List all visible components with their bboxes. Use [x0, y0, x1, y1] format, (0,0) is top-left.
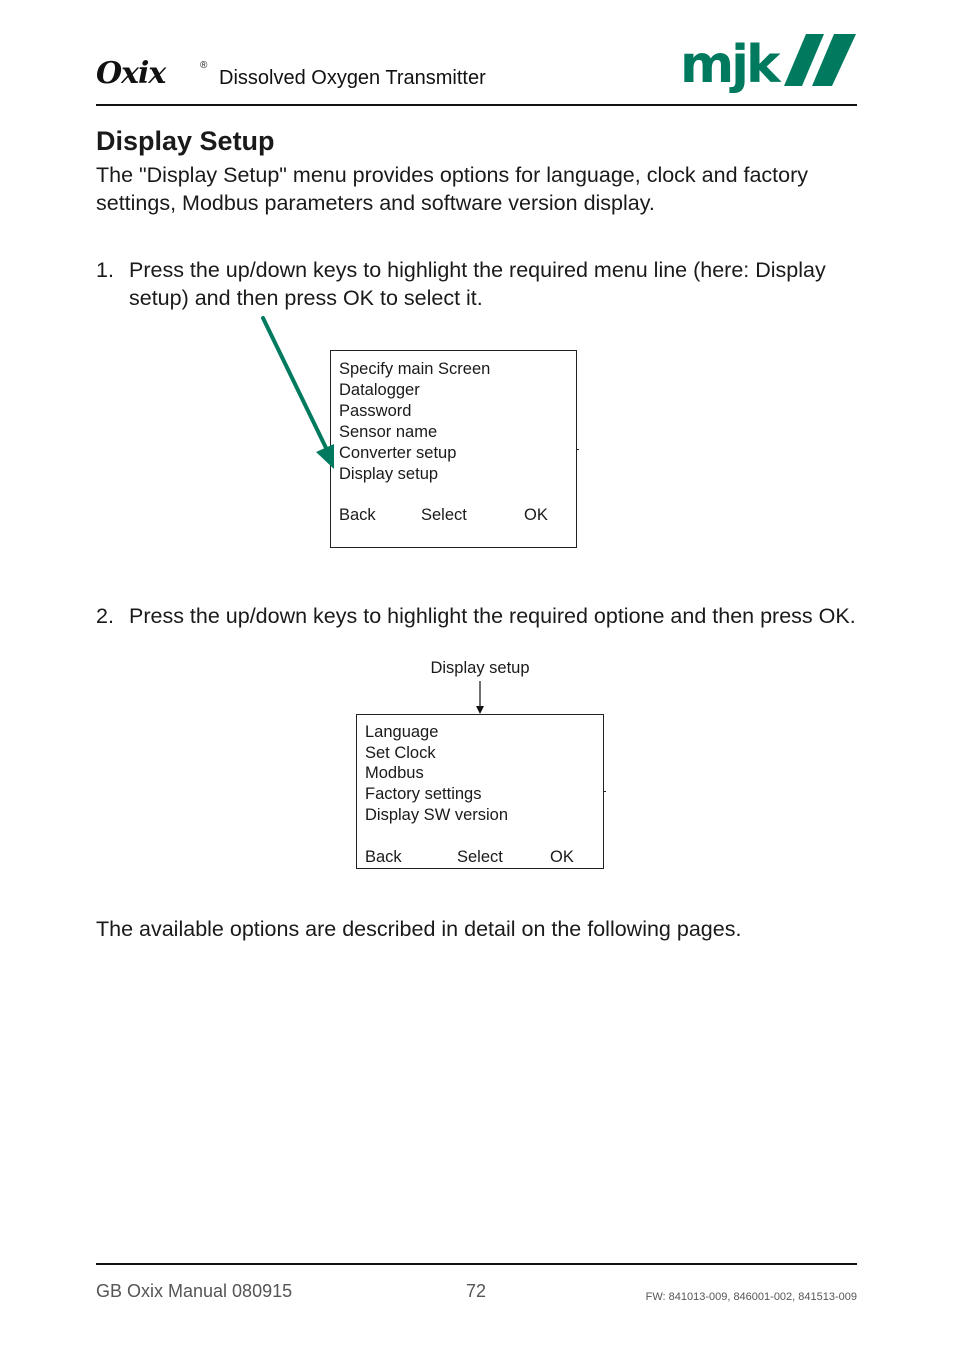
oxix-wordmark: Oxix	[96, 56, 166, 91]
screen-1-edge-tick	[576, 449, 579, 450]
mjk-logo-text: mjk	[680, 35, 778, 95]
menu-item-modbus: Modbus	[365, 764, 424, 782]
menu-item-sensor-name: Sensor name	[339, 423, 438, 441]
softkey-ok-1: OK	[524, 506, 548, 524]
green-pointer-arrow	[250, 312, 350, 482]
mjk-logo	[678, 32, 858, 102]
intro-paragraph: The "Display Setup" menu provides options for language, clock and factory settings, Modbus parameters and software version display.	[96, 163, 809, 215]
header-title: Dissolved Oxygen Transmitter	[219, 67, 486, 89]
closing-paragraph: The available options are described in detail on the following pages.	[96, 917, 742, 941]
page-number: 72	[466, 1281, 487, 1301]
step-1-text: Press the up/down keys to highlight the required menu line (here: Display setup) and then press OK to select it.	[129, 258, 826, 310]
footer-divider	[96, 1263, 857, 1265]
menu-screen-2	[356, 714, 604, 869]
menu-item-set-clock: Set Clock	[365, 744, 436, 762]
step-1	[96, 257, 856, 313]
softkey-select-2: Select	[457, 848, 503, 866]
screen-2-caption: Display setup	[430, 659, 530, 677]
menu-item-converter-setup: Converter setup	[339, 444, 457, 462]
menu-item-display-setup: Display setup	[339, 465, 439, 483]
page-title: Display Setup	[96, 126, 275, 156]
menu-item-specify-main-screen: Specify main Screen	[339, 360, 491, 378]
step-2-number: 2.	[96, 604, 114, 628]
menu-item-password: Password	[339, 402, 412, 420]
footer-firmware: FW: 841013-009, 846001-002, 841513-009	[645, 1291, 857, 1303]
arrow-shaft	[263, 318, 328, 452]
softkey-select-1: Select	[421, 506, 467, 524]
screen-2-edge-tick	[603, 791, 606, 792]
oxix-logo	[96, 56, 208, 92]
registered-mark: ®	[200, 60, 208, 71]
menu-item-datalogger: Datalogger	[339, 381, 420, 399]
menu-screen-1	[330, 350, 577, 548]
menu-item-display-sw-version: Display SW version	[365, 806, 509, 824]
menu-item-language: Language	[365, 723, 439, 741]
step-2-text: Press the up/down keys to highlight the required optione and then press OK.	[129, 604, 856, 628]
softkey-back-1: Back	[339, 506, 376, 524]
footer-manual-id: GB Oxix Manual 080915	[96, 1281, 293, 1301]
menu-item-factory-settings: Factory settings	[365, 785, 482, 803]
step-1-number: 1.	[96, 258, 114, 282]
step-2	[96, 603, 856, 659]
header-divider	[96, 104, 857, 106]
softkey-back-2: Back	[365, 848, 402, 866]
softkey-ok-2: OK	[550, 848, 574, 866]
caption-down-arrow	[474, 680, 486, 716]
